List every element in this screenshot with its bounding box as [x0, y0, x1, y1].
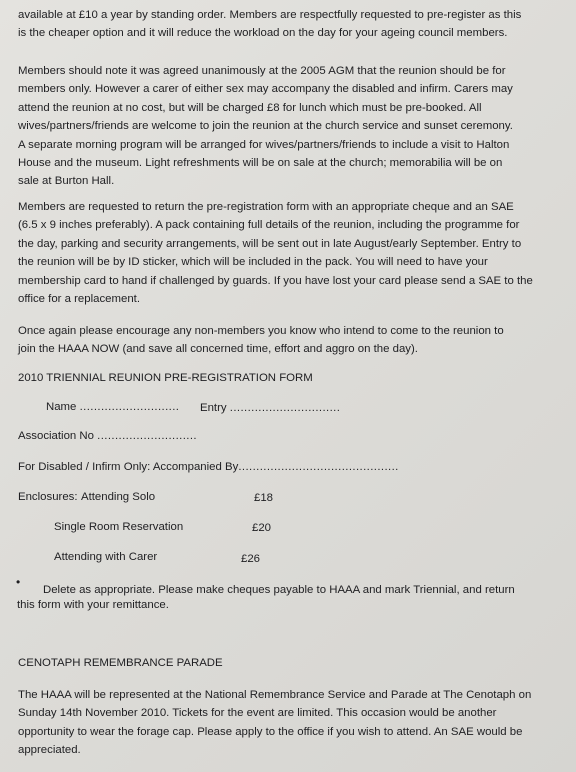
enclosures-label: Enclosures: [18, 491, 78, 503]
association-field[interactable] [18, 428, 197, 444]
association-blank[interactable]: ............................ [97, 430, 197, 442]
entry-blank[interactable]: ............................... [229, 402, 341, 414]
option-with-carer-label[interactable]: Attending with Carer [54, 551, 158, 563]
form-note-line: Delete as appropriate. Please make cheques payable to HAAA and mark Triennial, and return [43, 584, 515, 596]
encourage-line: Once again please encourage any non-members you know who intend to come to the reunion to [18, 325, 504, 337]
option-attending-solo-label[interactable]: Attending Solo [81, 491, 156, 503]
entry-label: Entry [200, 402, 227, 414]
bullet-icon: • [16, 575, 21, 589]
return-form-line: the reunion will be by ID sticker, which will be included in the pack. You will need to have your [18, 256, 488, 269]
return-form-paragraph [18, 198, 554, 308]
members-note-line: House and the museum. Light refreshments will be on sale at the church; memorabilia will be on [18, 157, 503, 170]
form-note-line: this form with your remittance. [17, 599, 169, 611]
members-note-line: members only. However a carer of either sex may accompany the disabled and infirm. Carers may [18, 83, 513, 96]
members-note-line: A separate morning program will be arranged for wives/partners/friends to include a visit to Halton [18, 138, 510, 151]
members-note-line: attend the reunion at no cost, but will be charged £8 for lunch which must be pre-booked. All [18, 101, 482, 114]
members-note-line: Members should note it was agreed unanimously at the 2005 AGM that the reunion should be for [18, 65, 506, 77]
return-form-line: Members are requested to return the pre-registration form with an appropriate cheque and an SAE [18, 201, 514, 213]
cenotaph-line: The HAAA will be represented at the National Remembrance Service and Parade at The Cenotaph on [18, 689, 532, 701]
cenotaph-line: opportunity to wear the forage cap. Please apply to the office if you wish to attend. An SAE would be [18, 725, 523, 738]
encourage-line: join the HAAA NOW (and save all concerned time, effort and aggro on the day). [18, 343, 418, 356]
intro-line: is the cheaper option and it will reduce the workload on the day for your ageing council members. [18, 27, 508, 40]
name-label: Name [46, 401, 77, 413]
intro-line: available at £10 a year by standing order. Members are respectfully requested to pre-register as this [18, 9, 522, 21]
return-form-line: (6.5 x 9 inches preferably). A pack containing full details of the reunion, including the programme for [18, 219, 520, 232]
disabled-blank[interactable]: ............................................. [238, 461, 399, 473]
encourage-paragraph [18, 322, 554, 359]
disabled-label: For Disabled / Infirm Only: Accompanied By [18, 461, 239, 473]
name-blank[interactable]: ............................ [79, 401, 180, 413]
return-form-line: membership card to hand if challenged by guards. If you have lost your card please send a SAE to the [18, 274, 533, 287]
option-with-carer-price: £26 [241, 553, 261, 565]
cenotaph-line: appreciated. [18, 744, 81, 757]
return-form-line: office for a replacement. [18, 293, 140, 306]
cenotaph-paragraph [18, 686, 554, 760]
cenotaph-line: Sunday 14th November 2010. Tickets for the event are limited. This occasion would be another [18, 707, 497, 720]
association-label: Association No [18, 430, 94, 442]
members-note-line: sale at Burton Hall. [18, 175, 115, 188]
option-attending-solo-price: £18 [254, 492, 274, 504]
disabled-field[interactable] [18, 459, 399, 475]
members-note-line: wives/partners/friends are welcome to join the reunion at the church service and sunset ceremony. [18, 120, 513, 133]
cenotaph-title: CENOTAPH REMEMBRANCE PARADE [18, 657, 223, 669]
intro-paragraph [18, 6, 554, 43]
option-single-room-price: £20 [252, 522, 272, 534]
name-field[interactable] [46, 399, 179, 415]
entry-field[interactable] [200, 400, 340, 416]
form-title: 2010 TRIENNIAL REUNION PRE-REGISTRATION FORM [18, 372, 313, 384]
members-note-paragraph [18, 62, 554, 191]
return-form-line: the day, parking and security arrangements, will be sent out in late August/early September. Entry to [18, 237, 522, 250]
option-single-room-label[interactable]: Single Room Reservation [54, 521, 184, 533]
